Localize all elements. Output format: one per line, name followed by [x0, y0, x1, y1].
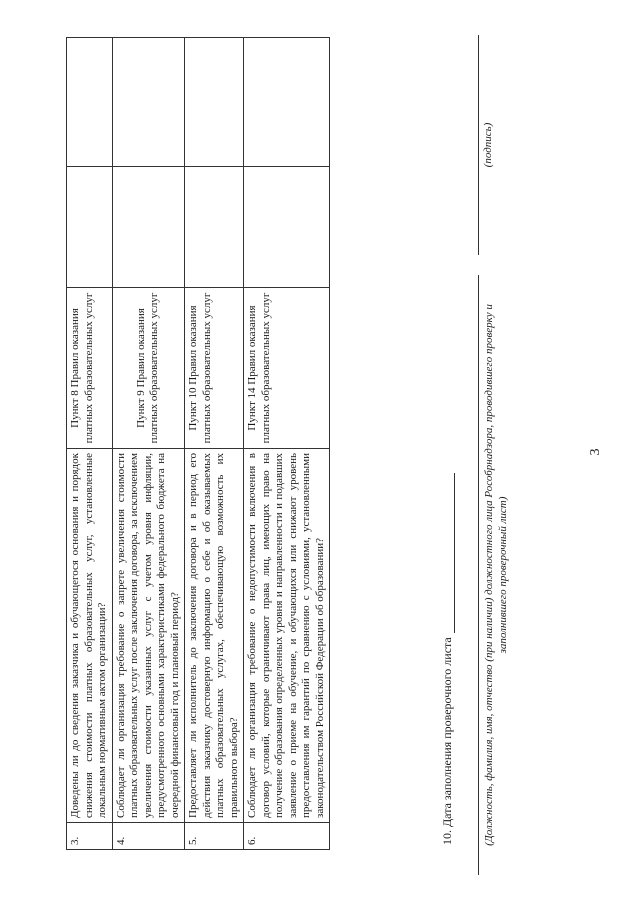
row-question: Доведены ли до сведения заказчика и обучающегося основания и порядок снижения стоимости платных образовательных услуг, установленные локальным нормативным актом организации? — [67, 449, 113, 823]
row-number: 4. — [112, 823, 185, 850]
row-reference: Пункт 8 Правил оказания платных образовательных услуг — [67, 288, 113, 449]
page-number: 3 — [588, 448, 603, 456]
signature-line-2 — [478, 35, 479, 255]
signature-caption: (Должность, фамилия, имя, отчество (при наличии) должностного лица Рособрнадзора, проводившего проверку и заполнившего проверочный лист) — [483, 304, 509, 846]
checklist-table — [66, 37, 330, 850]
fill-date-line — [442, 473, 455, 633]
signature-line — [478, 275, 479, 875]
note-cell — [112, 38, 185, 167]
row-reference: Пункт 10 Правил оказания платных образовательных услуг — [185, 288, 244, 449]
row-question: Предоставляет ли исполнитель до заключения договора и в период его действия заказчику достоверную информацию о себе и об оказываемых платных образовательных услугах, обеспечивающую возможность их правильного выбора? — [185, 449, 244, 823]
row-question: Соблюдает ли организация требование о запрете увеличения стоимости платных образовательных услуг после заключения договора, за исключением увеличения стоимости указанных услуг с учетом уровня инфляции, предусмотренного основными характеристиками федерального бюджета на очередной финансовый год и плановый период? — [112, 449, 185, 823]
table-row — [185, 38, 244, 850]
note-cell — [67, 38, 113, 167]
row-number: 6. — [244, 823, 330, 850]
row-reference: Пункт 14 Правил оказания платных образовательных услуг — [244, 288, 330, 449]
answer-cell — [185, 167, 244, 288]
signature-caption-2: (подпись) — [482, 122, 494, 168]
row-number: 5. — [185, 823, 244, 850]
table-row — [244, 38, 330, 850]
table-row — [67, 38, 113, 850]
table-row — [112, 38, 185, 850]
note-cell — [185, 38, 244, 167]
answer-cell — [112, 167, 185, 288]
row-reference: Пункт 9 Правил оказания платных образовательных услуг — [112, 288, 185, 449]
row-number: 3. — [67, 823, 113, 850]
answer-cell — [244, 167, 330, 288]
note-cell — [244, 38, 330, 167]
row-question: Соблюдает ли организация требование о недопустимости включения в договор условий, которые ограничивают права лиц, имеющих право на получение образования определенных уровня и направленности и подавших заявление о приеме на обучение, и обучающихся или снижают уровень предоставления им гарантий по сравнению с условиями, установленными законодательством Российской Федерации об образовании? — [244, 449, 330, 823]
fill-date — [440, 473, 455, 845]
answer-cell — [67, 167, 113, 288]
fill-date-label: 10. Дата заполнения проверочного листа — [440, 637, 454, 845]
